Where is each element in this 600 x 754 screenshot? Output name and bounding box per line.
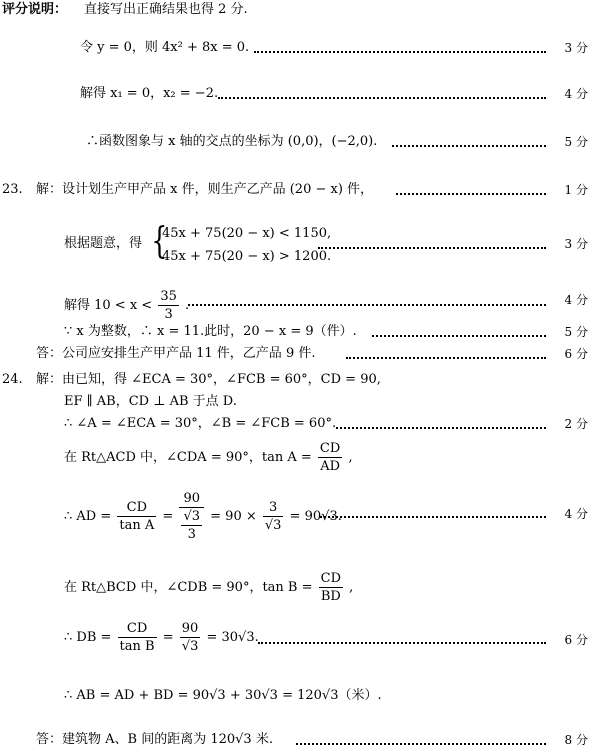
score: 3 分 bbox=[564, 41, 588, 55]
fraction-denominator: √3 bbox=[264, 518, 282, 533]
tri2-suffix: , bbox=[349, 580, 354, 595]
leader-dots bbox=[254, 51, 546, 53]
q24-db-line bbox=[64, 620, 259, 655]
system-brace: { bbox=[151, 221, 168, 262]
ad-prefix: ∴ AD = bbox=[64, 509, 112, 524]
fraction-numerator: CD bbox=[319, 441, 341, 456]
ad-equals: = bbox=[162, 509, 174, 524]
leader-dots bbox=[258, 642, 546, 644]
leader-dots bbox=[188, 304, 546, 306]
q23-condition-label: 根据题意，得 bbox=[64, 236, 143, 251]
fraction-numerator: CD bbox=[117, 499, 156, 517]
leader-dots bbox=[346, 357, 546, 359]
score: 1 分 bbox=[564, 183, 588, 197]
scoring-note-text: 直接写出正确结果也得 2 分. bbox=[84, 2, 248, 17]
score: 6 分 bbox=[564, 633, 588, 647]
q24-db-computation bbox=[0, 620, 600, 664]
fraction-denominator: 3 bbox=[187, 527, 196, 542]
q23-inequality-2 bbox=[162, 249, 331, 265]
leader-dots bbox=[320, 516, 546, 518]
tan-b-fraction bbox=[319, 570, 343, 605]
inequality-2-text: 45x + 75(20 − x) > 1200. bbox=[162, 249, 332, 264]
score: 4 分 bbox=[564, 507, 588, 521]
q24-angles-text: ∴ ∠A = ∠ECA = 30°，∠B = ∠FCB = 60°. bbox=[64, 416, 337, 431]
q23-solve-line bbox=[64, 288, 189, 323]
db-equals: = bbox=[162, 630, 174, 645]
tri2-prefix: 在 Rt△BCD 中，∠CDB = 90°，tan B = bbox=[64, 580, 313, 595]
scoring-note-label: 评分说明： bbox=[2, 2, 68, 17]
leader-dots bbox=[392, 145, 546, 147]
tri1-prefix: 在 Rt△ACD 中，∠CDA = 90°，tan A = bbox=[64, 450, 312, 465]
db-result: = 30√3. bbox=[206, 630, 259, 645]
tan-a-fraction bbox=[318, 440, 342, 475]
q24-triangle-bcd bbox=[0, 570, 600, 610]
score: 4 分 bbox=[564, 293, 588, 307]
ad-fraction-1 bbox=[117, 499, 156, 534]
q24-ab-text: ∴ AB = AD + BD = 90√3 + 30√3 = 120√3（米）. bbox=[64, 688, 382, 703]
score: 6 分 bbox=[564, 347, 588, 361]
db-fraction-1 bbox=[118, 620, 157, 655]
q23-answer-text: 答：公司应安排生产甲产品 11 件，乙产品 9 件. bbox=[36, 346, 316, 361]
fraction-numerator: 90 bbox=[180, 620, 201, 638]
fraction-numerator: CD bbox=[118, 620, 157, 638]
score: 3 分 bbox=[564, 237, 588, 251]
fraction-denominator: BD bbox=[320, 589, 341, 604]
fraction-numerator: CD bbox=[320, 571, 342, 586]
leader-dots bbox=[318, 247, 546, 249]
q24-answer-text: 答：建筑物 A、B 间的距离为 120√3 米. bbox=[36, 732, 273, 747]
fraction-denominator bbox=[179, 508, 204, 543]
solve-prefix: 解得 10 < x < bbox=[64, 298, 153, 313]
leader-dots bbox=[336, 427, 546, 429]
fraction-denominator: 3 bbox=[164, 307, 173, 322]
q24-triangle-acd bbox=[0, 440, 600, 480]
fraction-denominator: tan B bbox=[119, 639, 155, 654]
q24-ad-line bbox=[64, 490, 342, 543]
q22-step-1-text: 令 y = 0，则 4x² + 8x = 0. bbox=[80, 40, 250, 55]
q23-inequality-1 bbox=[162, 226, 331, 242]
fraction-numerator: √3 bbox=[183, 509, 201, 524]
q23-integer-text: ∵ x 为整数，∴ x = 11.此时，20 − x = 9（件）. bbox=[64, 324, 357, 339]
db-fraction-2 bbox=[180, 620, 201, 655]
ad-result: = 90√3. bbox=[289, 509, 342, 524]
solve-fraction bbox=[158, 288, 179, 323]
q23-intro-text: 解：设计划生产甲产品 x 件，则生产乙产品 (20 − x) 件， bbox=[36, 182, 374, 197]
q24-triangle-bcd-line bbox=[64, 570, 353, 605]
q24-triangle-acd-line bbox=[64, 440, 353, 475]
score: 5 分 bbox=[564, 325, 588, 339]
fraction-denominator: AD bbox=[320, 459, 341, 474]
q22-step-3-text: ∴函数图象与 x 轴的交点的坐标为 (0,0)，(−2,0). bbox=[86, 134, 378, 149]
q24-number: 24. bbox=[2, 372, 23, 387]
q24-intro-text: 解：由已知，得 ∠ECA = 30°，∠FCB = 60°，CD = 90, bbox=[36, 372, 381, 387]
leader-dots bbox=[396, 193, 546, 195]
fraction-denominator: √3 bbox=[181, 639, 199, 654]
score: 2 分 bbox=[564, 417, 588, 431]
q23-solve bbox=[0, 284, 600, 324]
fraction-numerator: 3 bbox=[263, 499, 284, 517]
score: 8 分 bbox=[564, 733, 588, 747]
tri1-suffix: , bbox=[348, 450, 353, 465]
score: 5 分 bbox=[564, 135, 588, 149]
nested-fraction bbox=[181, 508, 202, 543]
ad-times: = 90 × bbox=[210, 509, 257, 524]
solve-suffix: . bbox=[185, 298, 190, 313]
ad-fraction-2 bbox=[179, 490, 204, 543]
q24-intro-2-text: EF ∥ AB，CD ⊥ AB 于点 D. bbox=[64, 394, 237, 409]
fraction-numerator: 35 bbox=[160, 289, 177, 304]
leader-dots bbox=[296, 743, 546, 745]
q23-number: 23. bbox=[2, 182, 23, 197]
inequality-1-text: 45x + 75(20 − x) < 1150, bbox=[162, 226, 332, 241]
q24-ad-computation bbox=[0, 490, 600, 558]
fraction-denominator: tan A bbox=[119, 518, 155, 533]
leader-dots bbox=[372, 335, 546, 337]
db-prefix: ∴ DB = bbox=[64, 630, 112, 645]
ad-fraction-3 bbox=[263, 499, 284, 534]
fraction-numerator: 90 bbox=[179, 490, 204, 508]
score: 4 分 bbox=[564, 87, 588, 101]
q22-step-2-text: 解得 x₁ = 0，x₂ = −2. bbox=[80, 86, 219, 101]
leader-dots bbox=[218, 97, 546, 99]
